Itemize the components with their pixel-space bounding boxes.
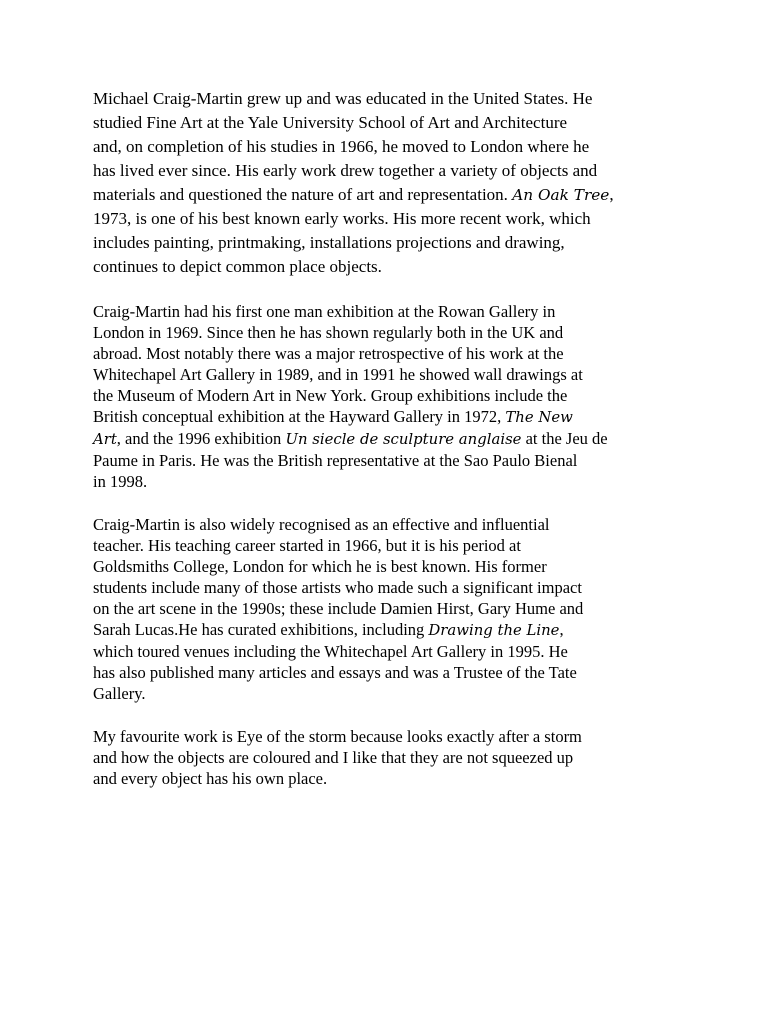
text-run: the Museum of Modern Art in New York. Group exhibitions include the (93, 386, 568, 405)
document-body (93, 87, 693, 789)
text-line (93, 662, 693, 683)
paragraph-teaching (93, 514, 693, 704)
text-line (93, 598, 693, 619)
paragraph-exhibitions (93, 301, 693, 492)
text-line (93, 619, 693, 641)
text-run: continues to depict common place objects. (93, 257, 382, 276)
text-run: teacher. His teaching career started in 1966, but it is his period at (93, 536, 521, 555)
text-line (93, 450, 693, 471)
text-run: Craig-Martin had his first one man exhibition at the Rowan Gallery in (93, 302, 556, 321)
text-run: includes painting, printmaking, installations projections and drawing, (93, 233, 565, 252)
text-line (93, 577, 693, 598)
text-run: Goldsmiths College, London for which he is best known. His former (93, 557, 547, 576)
text-line (93, 471, 693, 492)
text-line (93, 183, 693, 207)
text-run: My favourite work is Eye of the storm because looks exactly after a storm (93, 727, 582, 746)
text-line (93, 428, 693, 450)
text-run: on the art scene in the 1990s; these include Damien Hirst, Gary Hume and (93, 599, 584, 618)
text-run: materials and questioned the nature of art and representation. (93, 185, 513, 204)
italic-title: Un siecle de sculpture anglaise (285, 430, 522, 448)
text-line (93, 111, 693, 135)
text-run: students include many of those artists who made such a significant impact (93, 578, 582, 597)
text-run: Gallery. (93, 684, 146, 703)
text-line (93, 207, 693, 231)
text-line (93, 406, 693, 428)
paragraph-biography (93, 87, 693, 279)
text-run: which toured venues including the Whitechapel Art Gallery in 1995. He (93, 642, 568, 661)
text-line (93, 343, 693, 364)
text-run: abroad. Most notably there was a major retrospective of his work at the (93, 344, 564, 363)
text-line (93, 683, 693, 704)
text-line (93, 255, 693, 279)
text-line (93, 768, 693, 789)
text-run: and, on completion of his studies in 1966, he moved to London where he (93, 137, 590, 156)
text-run: 1973, is one of his best known early works. His more recent work, which (93, 209, 591, 228)
text-run: studied Fine Art at the Yale University School of Art and Architecture (93, 113, 568, 132)
italic-title: An Oak Tree (512, 186, 610, 204)
text-run: , and the 1996 exhibition (116, 429, 286, 448)
paragraph-favourite-work (93, 726, 693, 789)
text-line (93, 556, 693, 577)
text-line (93, 514, 693, 535)
text-line (93, 364, 693, 385)
text-run: Sarah Lucas.He has curated exhibitions, including (93, 620, 429, 639)
italic-title: Art (93, 430, 117, 448)
text-line (93, 231, 693, 255)
text-run: London in 1969. Since then he has shown regularly both in the UK and (93, 323, 564, 342)
text-run: British conceptual exhibition at the Hayward Gallery in 1972, (93, 407, 506, 426)
text-run: and every object has his own place. (93, 769, 328, 788)
text-line (93, 322, 693, 343)
italic-title: Drawing the Line (428, 621, 560, 639)
text-run: in 1998. (93, 472, 148, 491)
text-line (93, 641, 693, 662)
text-run: Michael Craig-Martin grew up and was educated in the United States. He (93, 89, 593, 108)
text-line (93, 135, 693, 159)
text-run: has also published many articles and essays and was a Trustee of the Tate (93, 663, 577, 682)
text-run: Paume in Paris. He was the British representative at the Sao Paulo Bienal (93, 451, 578, 470)
text-run: Craig-Martin is also widely recognised as an effective and influential (93, 515, 550, 534)
text-line (93, 159, 693, 183)
text-line (93, 301, 693, 322)
text-run: , (609, 185, 614, 204)
text-run: Whitechapel Art Gallery in 1989, and in 1991 he showed wall drawings at (93, 365, 583, 384)
text-line (93, 87, 693, 111)
text-run: at the Jeu de (521, 429, 608, 448)
italic-title: The New (505, 408, 573, 426)
text-line (93, 385, 693, 406)
text-line (93, 535, 693, 556)
text-run: has lived ever since. His early work drew together a variety of objects and (93, 161, 598, 180)
text-line (93, 726, 693, 747)
text-line (93, 747, 693, 768)
text-run: , (559, 620, 564, 639)
text-run: and how the objects are coloured and I like that they are not squeezed up (93, 748, 574, 767)
